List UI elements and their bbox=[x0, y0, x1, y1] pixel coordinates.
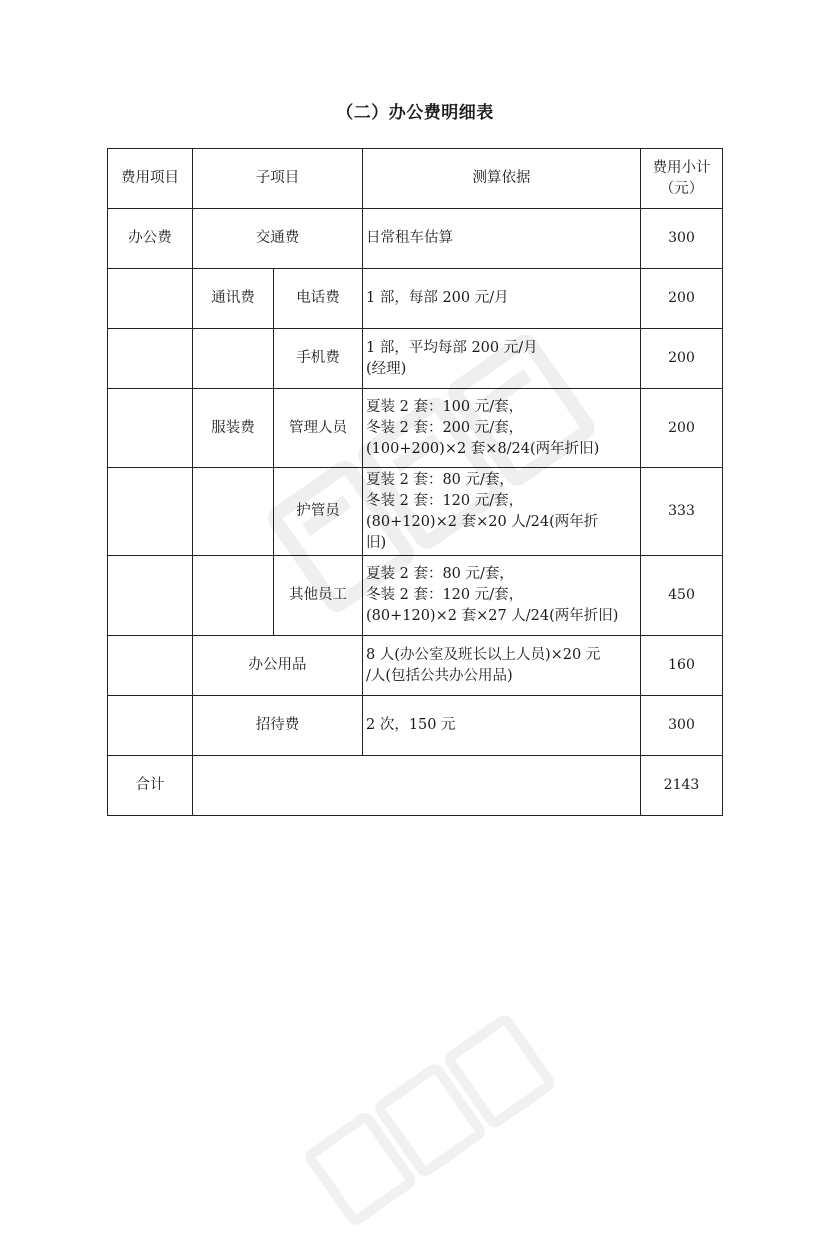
table-row bbox=[108, 209, 723, 269]
table-row bbox=[108, 389, 723, 468]
header-subtotal bbox=[641, 149, 723, 209]
empty-cell bbox=[193, 756, 641, 816]
empty-cell bbox=[193, 329, 274, 389]
header-basis: 测算依据 bbox=[363, 149, 641, 209]
header-row bbox=[108, 149, 723, 209]
basis-cell bbox=[363, 329, 641, 389]
basis-cell: 1 部，每部 200 元/月 bbox=[363, 269, 641, 329]
page-title: （二）办公费明细表 bbox=[336, 103, 494, 123]
sub-item-cell: 电话费 bbox=[274, 269, 363, 329]
basis-cell: 2 次，150 元 bbox=[363, 696, 641, 756]
empty-cell bbox=[108, 389, 193, 468]
amount-cell: 160 bbox=[641, 636, 723, 696]
table-row bbox=[108, 269, 723, 329]
group-cell: 通讯费 bbox=[193, 269, 274, 329]
empty-cell bbox=[193, 468, 274, 556]
category-cell: 办公费 bbox=[108, 209, 193, 269]
amount-cell: 333 bbox=[641, 468, 723, 556]
table-row bbox=[108, 636, 723, 696]
basis-line: 冬装 2 套：120 元/套， bbox=[366, 587, 524, 603]
amount-cell: 300 bbox=[641, 209, 723, 269]
empty-cell bbox=[108, 696, 193, 756]
basis-line: 夏装 2 套：80 元/套， bbox=[366, 566, 514, 582]
empty-cell bbox=[108, 269, 193, 329]
basis-cell bbox=[363, 556, 641, 636]
total-row bbox=[108, 756, 723, 816]
amount-cell: 200 bbox=[641, 329, 723, 389]
basis-cell bbox=[363, 636, 641, 696]
total-amount: 2143 bbox=[641, 756, 723, 816]
table-row bbox=[108, 329, 723, 389]
sub-item-cell: 招待费 bbox=[193, 696, 363, 756]
basis-line: (经理) bbox=[366, 360, 407, 377]
sub-item-cell: 护管员 bbox=[274, 468, 363, 556]
basis-line: 冬装 2 套：120 元/套， bbox=[366, 492, 524, 509]
basis-line: 夏装 2 套：80 元/套， bbox=[366, 471, 514, 488]
basis-line: 8 人(办公室及班长以上人员)×20 元 bbox=[366, 646, 601, 663]
empty-cell bbox=[108, 556, 193, 636]
basis-line: 冬装 2 套：200 元/套， bbox=[366, 419, 524, 436]
amount-cell: 450 bbox=[641, 556, 723, 636]
amount-cell: 200 bbox=[641, 269, 723, 329]
watermark-logo-icon bbox=[289, 996, 571, 1243]
amount-cell: 300 bbox=[641, 696, 723, 756]
basis-cell bbox=[363, 389, 641, 468]
office-expense-table bbox=[107, 148, 723, 816]
basis-cell bbox=[363, 468, 641, 556]
header-subtotal-line2: （元） bbox=[659, 180, 704, 197]
sub-item-cell: 交通费 bbox=[193, 209, 363, 269]
sub-item-cell: 手机费 bbox=[274, 329, 363, 389]
empty-cell bbox=[193, 556, 274, 636]
empty-cell bbox=[108, 636, 193, 696]
basis-line: (80+120)×2 套×27 人/24(两年折旧) bbox=[366, 608, 619, 624]
basis-line: (100+200)×2 套×8/24(两年折旧) bbox=[366, 440, 600, 457]
group-cell: 服装费 bbox=[193, 389, 274, 468]
header-item: 费用项目 bbox=[108, 149, 193, 209]
table-row bbox=[108, 468, 723, 556]
basis-cell: 日常租车估算 bbox=[363, 209, 641, 269]
amount-cell: 200 bbox=[641, 389, 723, 468]
basis-line: 1 部，平均每部 200 元/月 bbox=[366, 339, 538, 356]
header-subtotal-line1: 费用小计 bbox=[652, 159, 711, 176]
basis-line: 夏装 2 套：100 元/套， bbox=[366, 398, 524, 415]
basis-line: /人(包括公共办公用品) bbox=[366, 667, 513, 684]
sub-item-cell: 办公用品 bbox=[193, 636, 363, 696]
basis-line: 旧) bbox=[366, 534, 387, 551]
basis-line: (80+120)×2 套×20 人/24(两年折 bbox=[366, 513, 599, 530]
table-row bbox=[108, 556, 723, 636]
sub-item-cell: 管理人员 bbox=[274, 389, 363, 468]
empty-cell bbox=[108, 329, 193, 389]
empty-cell bbox=[108, 468, 193, 556]
total-label: 合计 bbox=[108, 756, 193, 816]
header-sub-item: 子项目 bbox=[193, 149, 363, 209]
sub-item-cell: 其他员工 bbox=[274, 556, 363, 636]
table-row bbox=[108, 696, 723, 756]
